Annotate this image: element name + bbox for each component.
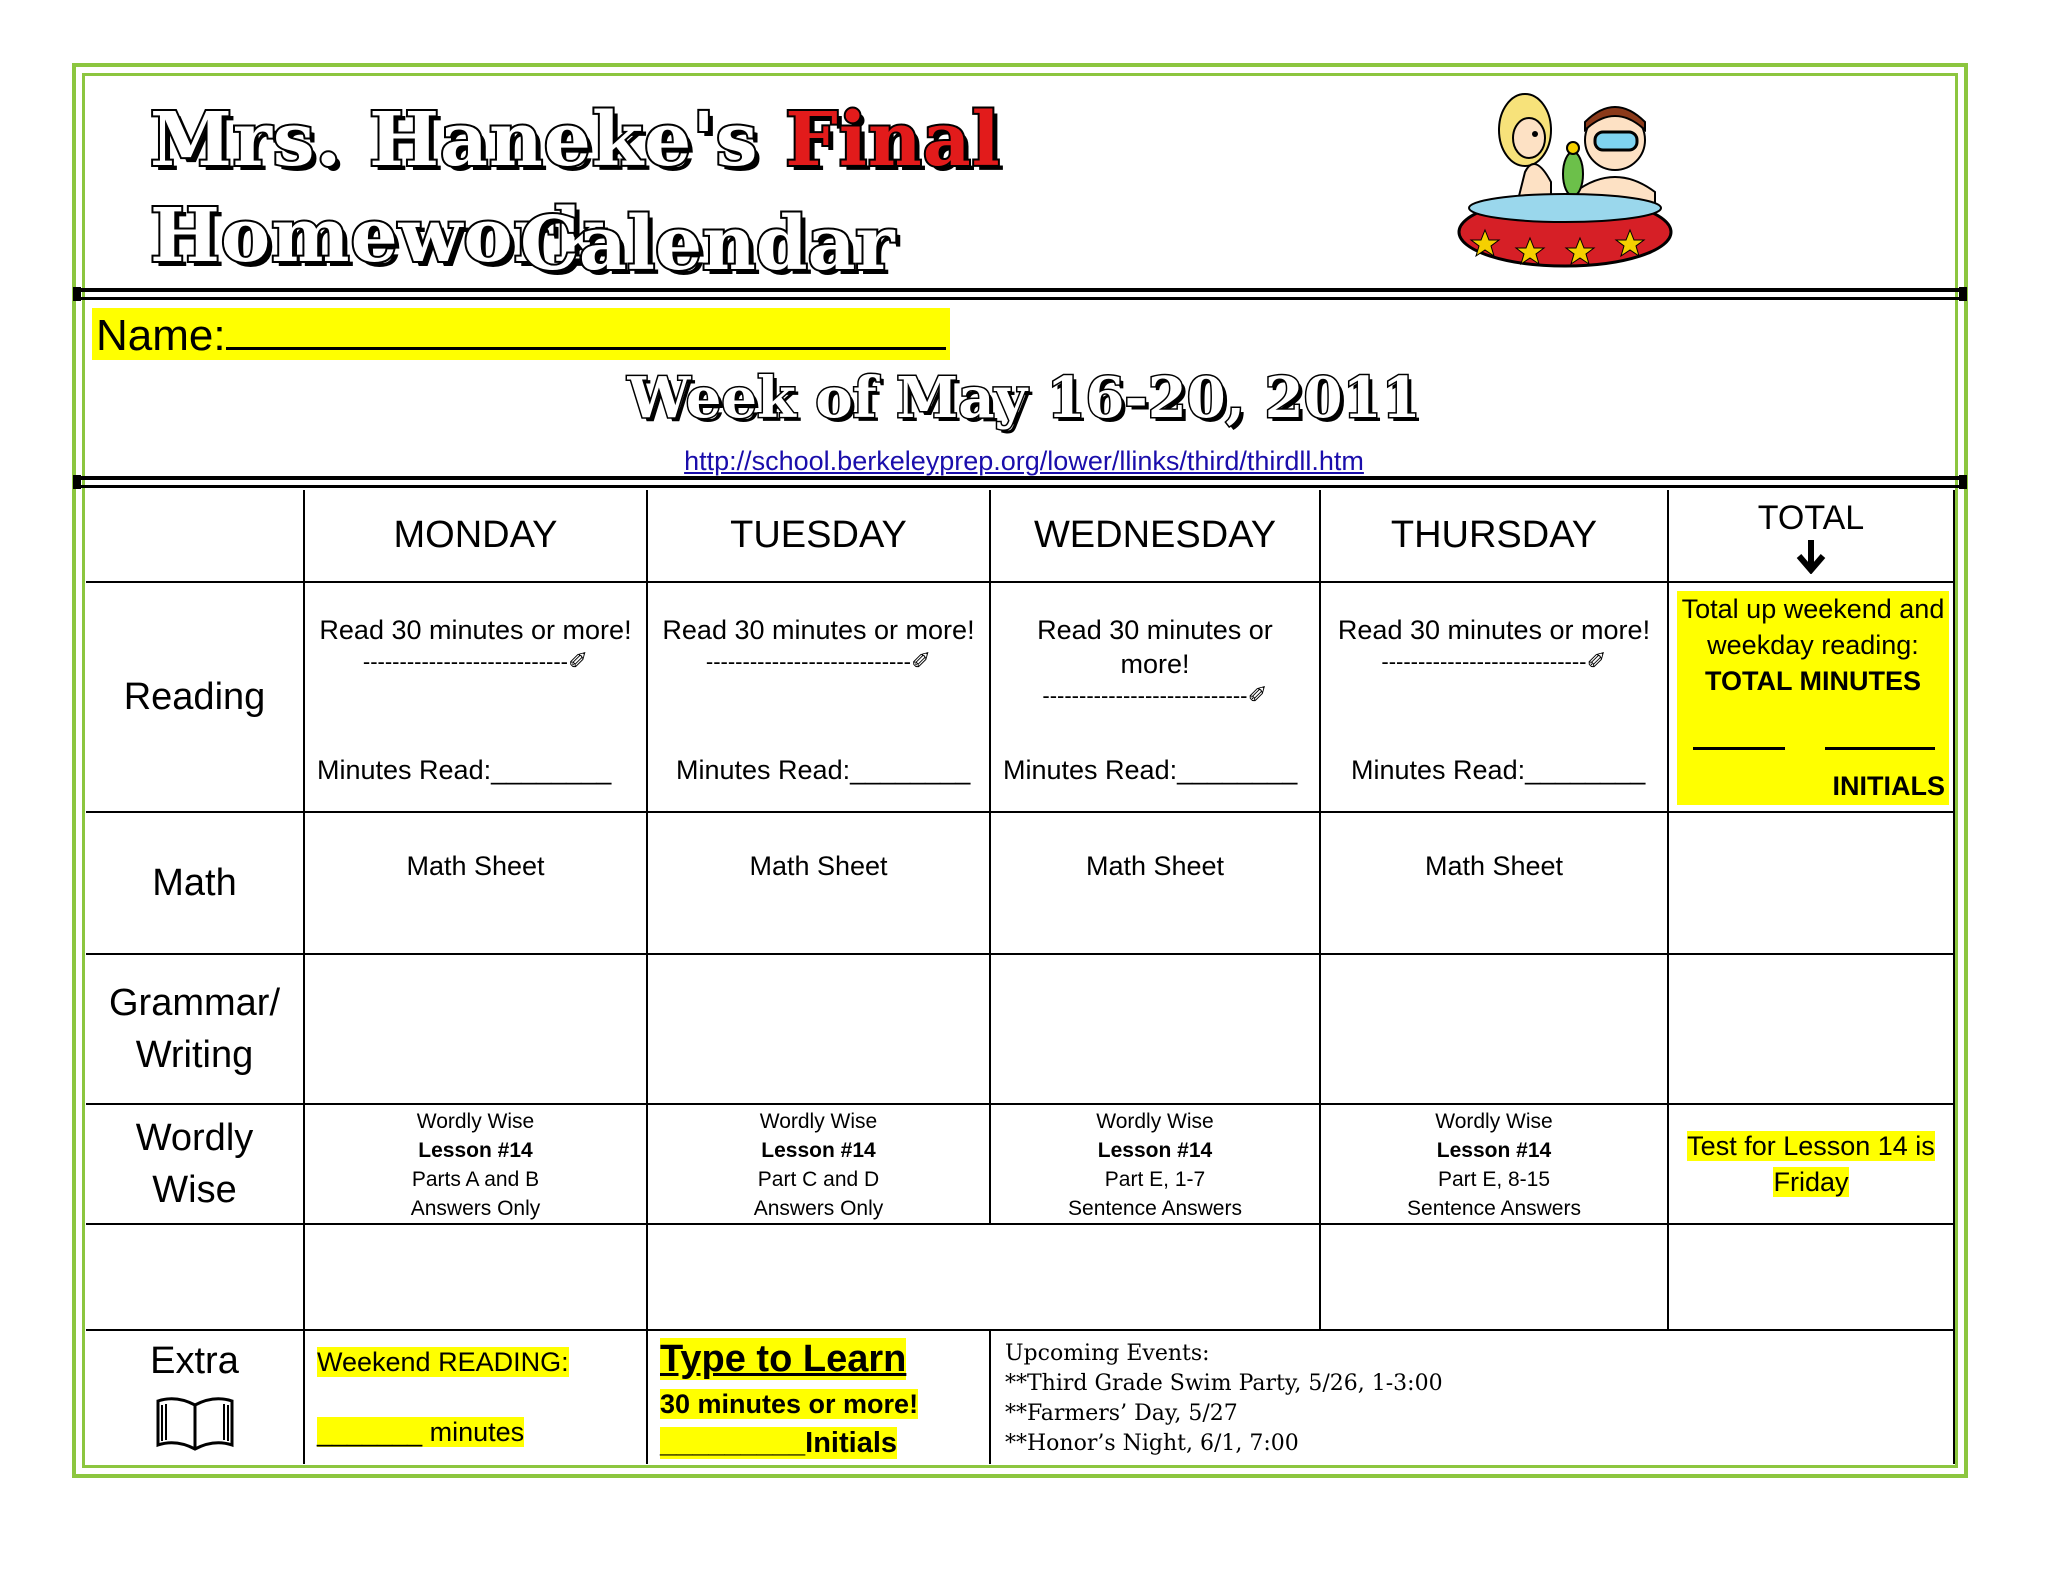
corner-cell (86, 490, 304, 582)
blank-cell-tue-wed (647, 1224, 1320, 1330)
grammar-cell-total (1668, 954, 1954, 1104)
day-header-thursday: THURSDAY (1320, 490, 1668, 582)
row-header-wordly-wise (86, 1104, 304, 1224)
weekend-reading-label: Weekend READING: (317, 1347, 569, 1377)
reading-cell-monday[interactable] (304, 582, 647, 812)
event-item: **Third Grade Swim Party, 5/26, 1-3:00 (1005, 1371, 1443, 1396)
table-separator (75, 476, 1965, 488)
grammar-row (86, 954, 1954, 1104)
name-field[interactable] (92, 308, 950, 360)
row-header-extra (86, 1330, 304, 1464)
ww-answers: Sentence Answers (1407, 1197, 1581, 1220)
initials-label: INITIALS (1832, 771, 1945, 801)
ww-answers: Answers Only (410, 1197, 541, 1220)
type-to-learn-minutes: 30 minutes or more! (660, 1389, 919, 1419)
initials-blank[interactable] (1825, 747, 1935, 750)
reading-cell-thursday[interactable] (1320, 582, 1668, 812)
ww-lesson: Lesson #14 (1097, 1139, 1213, 1162)
events-title: Upcoming Events: (1005, 1341, 1210, 1366)
row-header-reading: Reading (86, 582, 304, 812)
total-line-1: Total up weekend and (1681, 594, 1945, 624)
wordly-line-1: Wordly (135, 1117, 254, 1159)
grammar-line-2: Writing (135, 1034, 254, 1076)
arrow-down-icon (1669, 538, 1953, 579)
total-minutes-blank[interactable] (1693, 747, 1785, 750)
ww-title: Wordly Wise (1435, 1110, 1553, 1133)
ww-lesson: Lesson #14 (418, 1139, 533, 1162)
total-label: TOTAL (1757, 499, 1865, 537)
header-separator (75, 288, 1965, 300)
grammar-cell-monday (304, 954, 647, 1104)
blank-cell-total (1668, 1224, 1954, 1330)
grammar-cell-tuesday (647, 954, 990, 1104)
resource-link[interactable]: http://school.berkeleyprep.org/lower/llinks/third/thirdll.htm (684, 446, 1364, 476)
reading-text: Read 30 minutes or more! (319, 615, 632, 645)
title-part-3: Homework (150, 193, 606, 279)
type-to-learn-cell[interactable] (647, 1330, 990, 1464)
header-row (86, 490, 1954, 582)
event-item: **Farmers’ Day, 5/27 (1005, 1401, 1238, 1426)
pencil-icon: ✐ (1586, 648, 1607, 675)
minutes-read[interactable]: Minutes Read:________ (1003, 755, 1298, 785)
test-note-cell (1668, 1104, 1954, 1224)
grammar-cell-thursday (1320, 954, 1668, 1104)
blank-cell-monday (304, 1224, 647, 1330)
test-note-line-2: Friday (1773, 1167, 1849, 1197)
total-minutes-label: TOTAL MINUTES (1705, 666, 1921, 696)
ww-part: Part E, 8-15 (1437, 1168, 1551, 1191)
day-header-tuesday: TUESDAY (647, 490, 990, 582)
ww-title: Wordly Wise (416, 1110, 535, 1133)
wordly-cell-wednesday (990, 1104, 1320, 1224)
weekend-reading-cell[interactable] (304, 1330, 647, 1464)
wordly-cell-tuesday (647, 1104, 990, 1224)
total-reading-instructions (1677, 591, 1949, 663)
blank-cell-thursday (1320, 1224, 1668, 1330)
week-of-heading: Week of May 16-20, 2011 (627, 365, 1421, 431)
dash-line: ---------------------------- (1042, 683, 1248, 708)
ww-answers: Answers Only (753, 1197, 884, 1220)
day-header-wednesday: WEDNESDAY (990, 490, 1320, 582)
pencil-icon: ✐ (1247, 682, 1268, 709)
test-note-line-1: Test for Lesson 14 is (1687, 1131, 1935, 1161)
blank-row (86, 1224, 1954, 1330)
type-to-learn-title: Type to Learn (660, 1338, 907, 1380)
name-blank-line[interactable] (226, 308, 946, 350)
reading-text: Read 30 minutes or more! (1337, 615, 1651, 645)
ww-lesson: Lesson #14 (1436, 1139, 1552, 1162)
reading-text-line-2: more! (1120, 649, 1190, 679)
total-header (1668, 490, 1954, 582)
minutes-read[interactable]: Minutes Read:________ (676, 755, 971, 785)
blank-cell-label (86, 1224, 304, 1330)
wordly-cell-monday (304, 1104, 647, 1224)
dash-line: ---------------------------- (705, 649, 912, 674)
day-header-monday: MONDAY (304, 490, 647, 582)
reading-text-line-1: Read 30 minutes or (1037, 615, 1273, 645)
ww-part: Part E, 1-7 (1104, 1168, 1206, 1191)
grammar-cell-wednesday (990, 954, 1320, 1104)
reading-text: Read 30 minutes or more! (662, 615, 975, 645)
wordly-cell-thursday (1320, 1104, 1668, 1224)
ww-part: Parts A and B (411, 1168, 540, 1191)
minutes-read[interactable]: Minutes Read:________ (317, 755, 612, 785)
ww-answers: Sentence Answers (1068, 1197, 1242, 1220)
homework-calendar-table (86, 490, 1955, 1464)
dash-line: ---------------------------- (1381, 649, 1587, 674)
math-cell-thursday: Math Sheet (1320, 812, 1668, 954)
ww-part: Part C and D (757, 1168, 880, 1191)
row-header-grammar (86, 954, 304, 1104)
title-part-1: Mrs. Haneke's (150, 97, 786, 183)
ww-title: Wordly Wise (759, 1110, 878, 1133)
pencil-icon: ✐ (911, 648, 932, 675)
pencil-icon: ✐ (568, 648, 589, 675)
type-to-learn-initials[interactable]: _________Initials (660, 1427, 898, 1459)
math-cell-tuesday: Math Sheet (647, 812, 990, 954)
row-header-math: Math (86, 812, 304, 954)
reading-cell-wednesday[interactable] (990, 582, 1320, 812)
extra-row (86, 1330, 1954, 1464)
reading-cell-tuesday[interactable] (647, 582, 990, 812)
ww-lesson: Lesson #14 (761, 1139, 876, 1162)
title-final-word: Final (785, 97, 1001, 183)
math-cell-monday: Math Sheet (304, 812, 647, 954)
dash-line: ---------------------------- (362, 649, 569, 674)
minutes-read[interactable]: Minutes Read:________ (1351, 755, 1646, 785)
total-line-2: weekday reading: (1707, 630, 1919, 660)
math-cell-total (1668, 812, 1954, 954)
event-item: **Honor’s Night, 6/1, 7:00 (1005, 1431, 1299, 1456)
wordly-wise-row (86, 1104, 1954, 1224)
math-cell-wednesday: Math Sheet (990, 812, 1320, 954)
book-icon (154, 1395, 236, 1455)
wordly-line-2: Wise (152, 1169, 237, 1211)
page-title-line-2: Calendar (520, 201, 895, 287)
math-row (86, 812, 1954, 954)
grammar-line-1: Grammar/ (109, 982, 280, 1024)
kids-in-pool-illustration (1455, 82, 1675, 272)
extra-label: Extra (150, 1340, 239, 1382)
ww-title: Wordly Wise (1096, 1110, 1214, 1133)
name-label: Name: (96, 311, 226, 360)
reading-row (86, 582, 1954, 812)
weekend-minutes-blank[interactable]: _______ minutes (317, 1417, 525, 1447)
upcoming-events-cell (990, 1330, 1954, 1464)
total-reading-cell[interactable] (1668, 582, 1954, 812)
